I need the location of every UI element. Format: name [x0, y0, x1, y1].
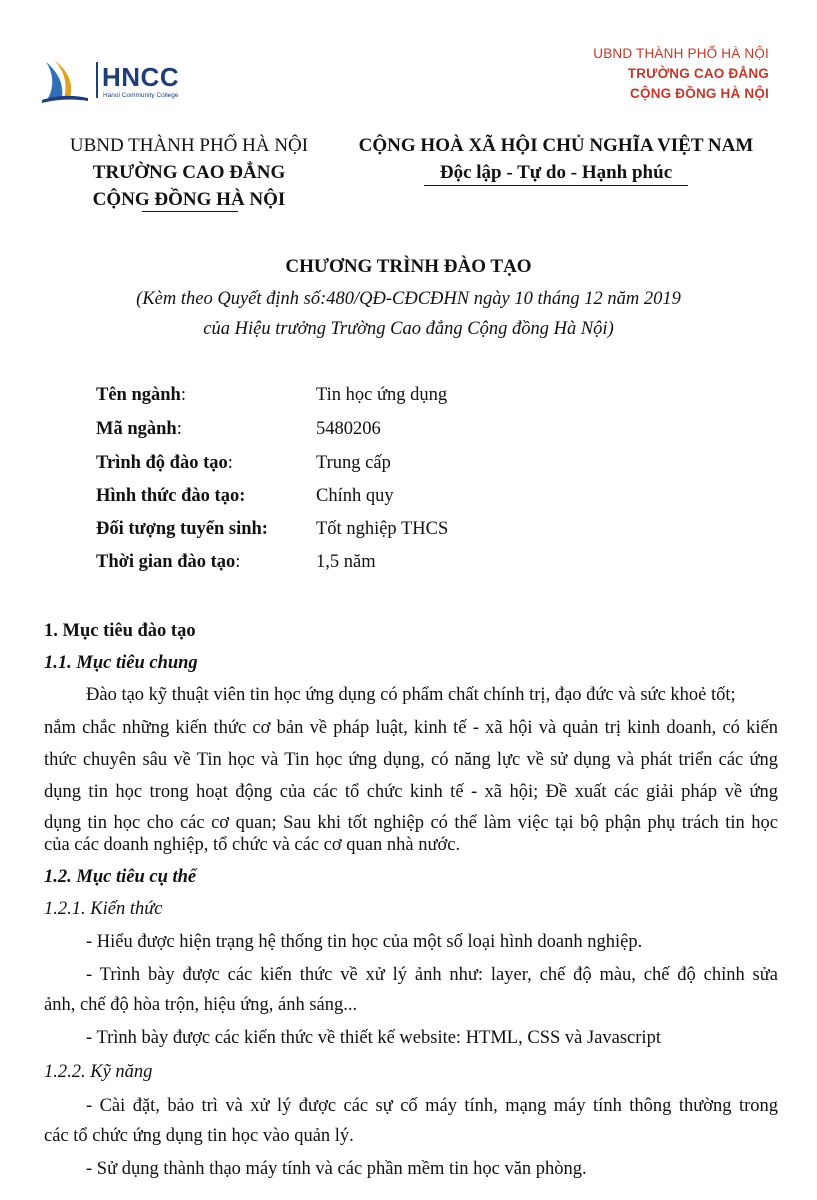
document-subtitle-2: của Hiệu trưởng Trường Cao đẳng Cộng đồng Hà Nội): [203, 319, 614, 339]
info-row: Tên ngành: Tin học ứng dụng: [96, 385, 448, 405]
info-row: Thời gian đào tạo: 1,5 năm: [96, 552, 376, 572]
info-label: Tên ngành: [96, 385, 181, 405]
hncc-logo: [40, 58, 190, 104]
list-item: - Trình bày được các kiến thức về xử lý ảnh như: layer, chế độ màu, chế độ chỉnh sửa: [86, 965, 778, 985]
info-label: Thời gian đào tạo: [96, 552, 236, 572]
national-slogan: Độc lập - Tự do - Hạnh phúc: [439, 162, 673, 183]
subsection-heading: 1.1. Mục tiêu chung: [44, 653, 198, 673]
subsection-heading: 1.2. Mục tiêu cụ thể: [44, 867, 197, 887]
info-value: 5480206: [316, 419, 381, 439]
subsubsection-heading: 1.2.1. Kiến thức: [44, 899, 163, 919]
list-item: - Cài đặt, bảo trì và xử lý được các sự cố máy tính, mạng máy tính thông thường trong: [86, 1096, 778, 1116]
logo-subtitle: Hanoi Community College: [103, 92, 179, 99]
paragraph-line: Đào tạo kỹ thuật viên tin học ứng dụng có phẩm chất chính trị, đạo đức và sức khoẻ tốt;: [86, 685, 736, 705]
info-row: Trình độ đào tạo: Trung cấp: [96, 453, 391, 473]
logo-name: HNCC: [102, 62, 180, 92]
paragraph-line: của các doanh nghiệp, tổ chức và các cơ quan nhà nước.: [44, 835, 461, 855]
document-title: CHƯƠNG TRÌNH ĐÀO TẠO: [285, 256, 532, 277]
issuer-line1: UBND THÀNH PHỐ HÀ NỘI: [69, 135, 309, 156]
info-value: Trung cấp: [316, 453, 391, 473]
issuer-line2: TRƯỜNG CAO ĐẲNG: [92, 162, 286, 183]
slogan-underline: [424, 185, 688, 186]
info-label: Hình thức đào tạo:: [96, 486, 246, 506]
info-row: [96, 486, 394, 507]
list-item: - Sử dụng thành thạo máy tính và các phần mềm tin học văn phòng.: [86, 1159, 587, 1179]
info-value: Chính quy: [316, 486, 394, 506]
issuer-block: [58, 132, 320, 213]
info-value: 1,5 năm: [316, 552, 376, 572]
paragraph-line: nắm chắc những kiến thức cơ bản về pháp luật, kinh tế - xã hội và quản trị kinh doanh, có kiến: [44, 718, 778, 738]
paragraph-line: dụng tin học trong hoạt động của các tổ chức kinh tế - xã hội; Đề xuất các giải pháp về ứng: [44, 782, 778, 802]
letterhead-line3: CỘNG ĐỒNG HÀ NỘI: [630, 86, 769, 101]
list-item-continuation: ảnh, chế độ hòa trộn, hiệu ứng, ánh sáng...: [44, 995, 358, 1015]
national-block: [340, 132, 772, 186]
info-label: Trình độ đào tạo: [96, 453, 228, 473]
paragraph-line: dụng tin học cho các cơ quan; Sau khi tốt nghiệp có thể làm việc tại bộ phận phụ trách tin học: [44, 813, 778, 833]
document-subtitle-1: (Kèm theo Quyết định số:480/QĐ-CĐCĐHN ngày 10 tháng 12 năm 2019: [136, 289, 681, 309]
section-heading: 1. Mục tiêu đào tạo: [44, 621, 196, 641]
info-label: Đối tượng tuyển sinh:: [96, 519, 268, 539]
info-row: [96, 519, 448, 540]
info-label: Mã ngành: [96, 419, 177, 439]
national-motto: CỘNG HOÀ XÃ HỘI CHỦ NGHĨA VIỆT NAM: [358, 135, 754, 156]
letterhead-line1: UBND THÀNH PHỐ HÀ NỘI: [593, 46, 769, 61]
info-row: Mã ngành: 5480206: [96, 419, 381, 439]
issuer-line3: CỘNG ĐỒNG HÀ NỘI: [92, 189, 286, 210]
letterhead-right: [593, 44, 769, 104]
info-value: Tốt nghiệp THCS: [316, 519, 449, 539]
issuer-underline: [142, 211, 238, 212]
subsubsection-heading: 1.2.2. Kỹ năng: [44, 1062, 153, 1082]
list-item: - Hiểu được hiện trạng hệ thống tin học của một số loại hình doanh nghiệp.: [86, 932, 643, 952]
logo-sail-icon: [40, 58, 92, 104]
letterhead-line2: TRƯỜNG CAO ĐẲNG: [627, 66, 769, 81]
info-value: Tin học ứng dụng: [316, 385, 448, 405]
list-item-continuation: các tổ chức ứng dụng tin học vào quản lý.: [44, 1126, 354, 1146]
paragraph-line: thức chuyên sâu về Tin học và Tin học ứng dụng, có năng lực về sử dụng và phát triển các ứng: [44, 750, 778, 770]
list-item: - Trình bày được các kiến thức về thiết kế website: HTML, CSS và Javascript: [86, 1028, 661, 1048]
